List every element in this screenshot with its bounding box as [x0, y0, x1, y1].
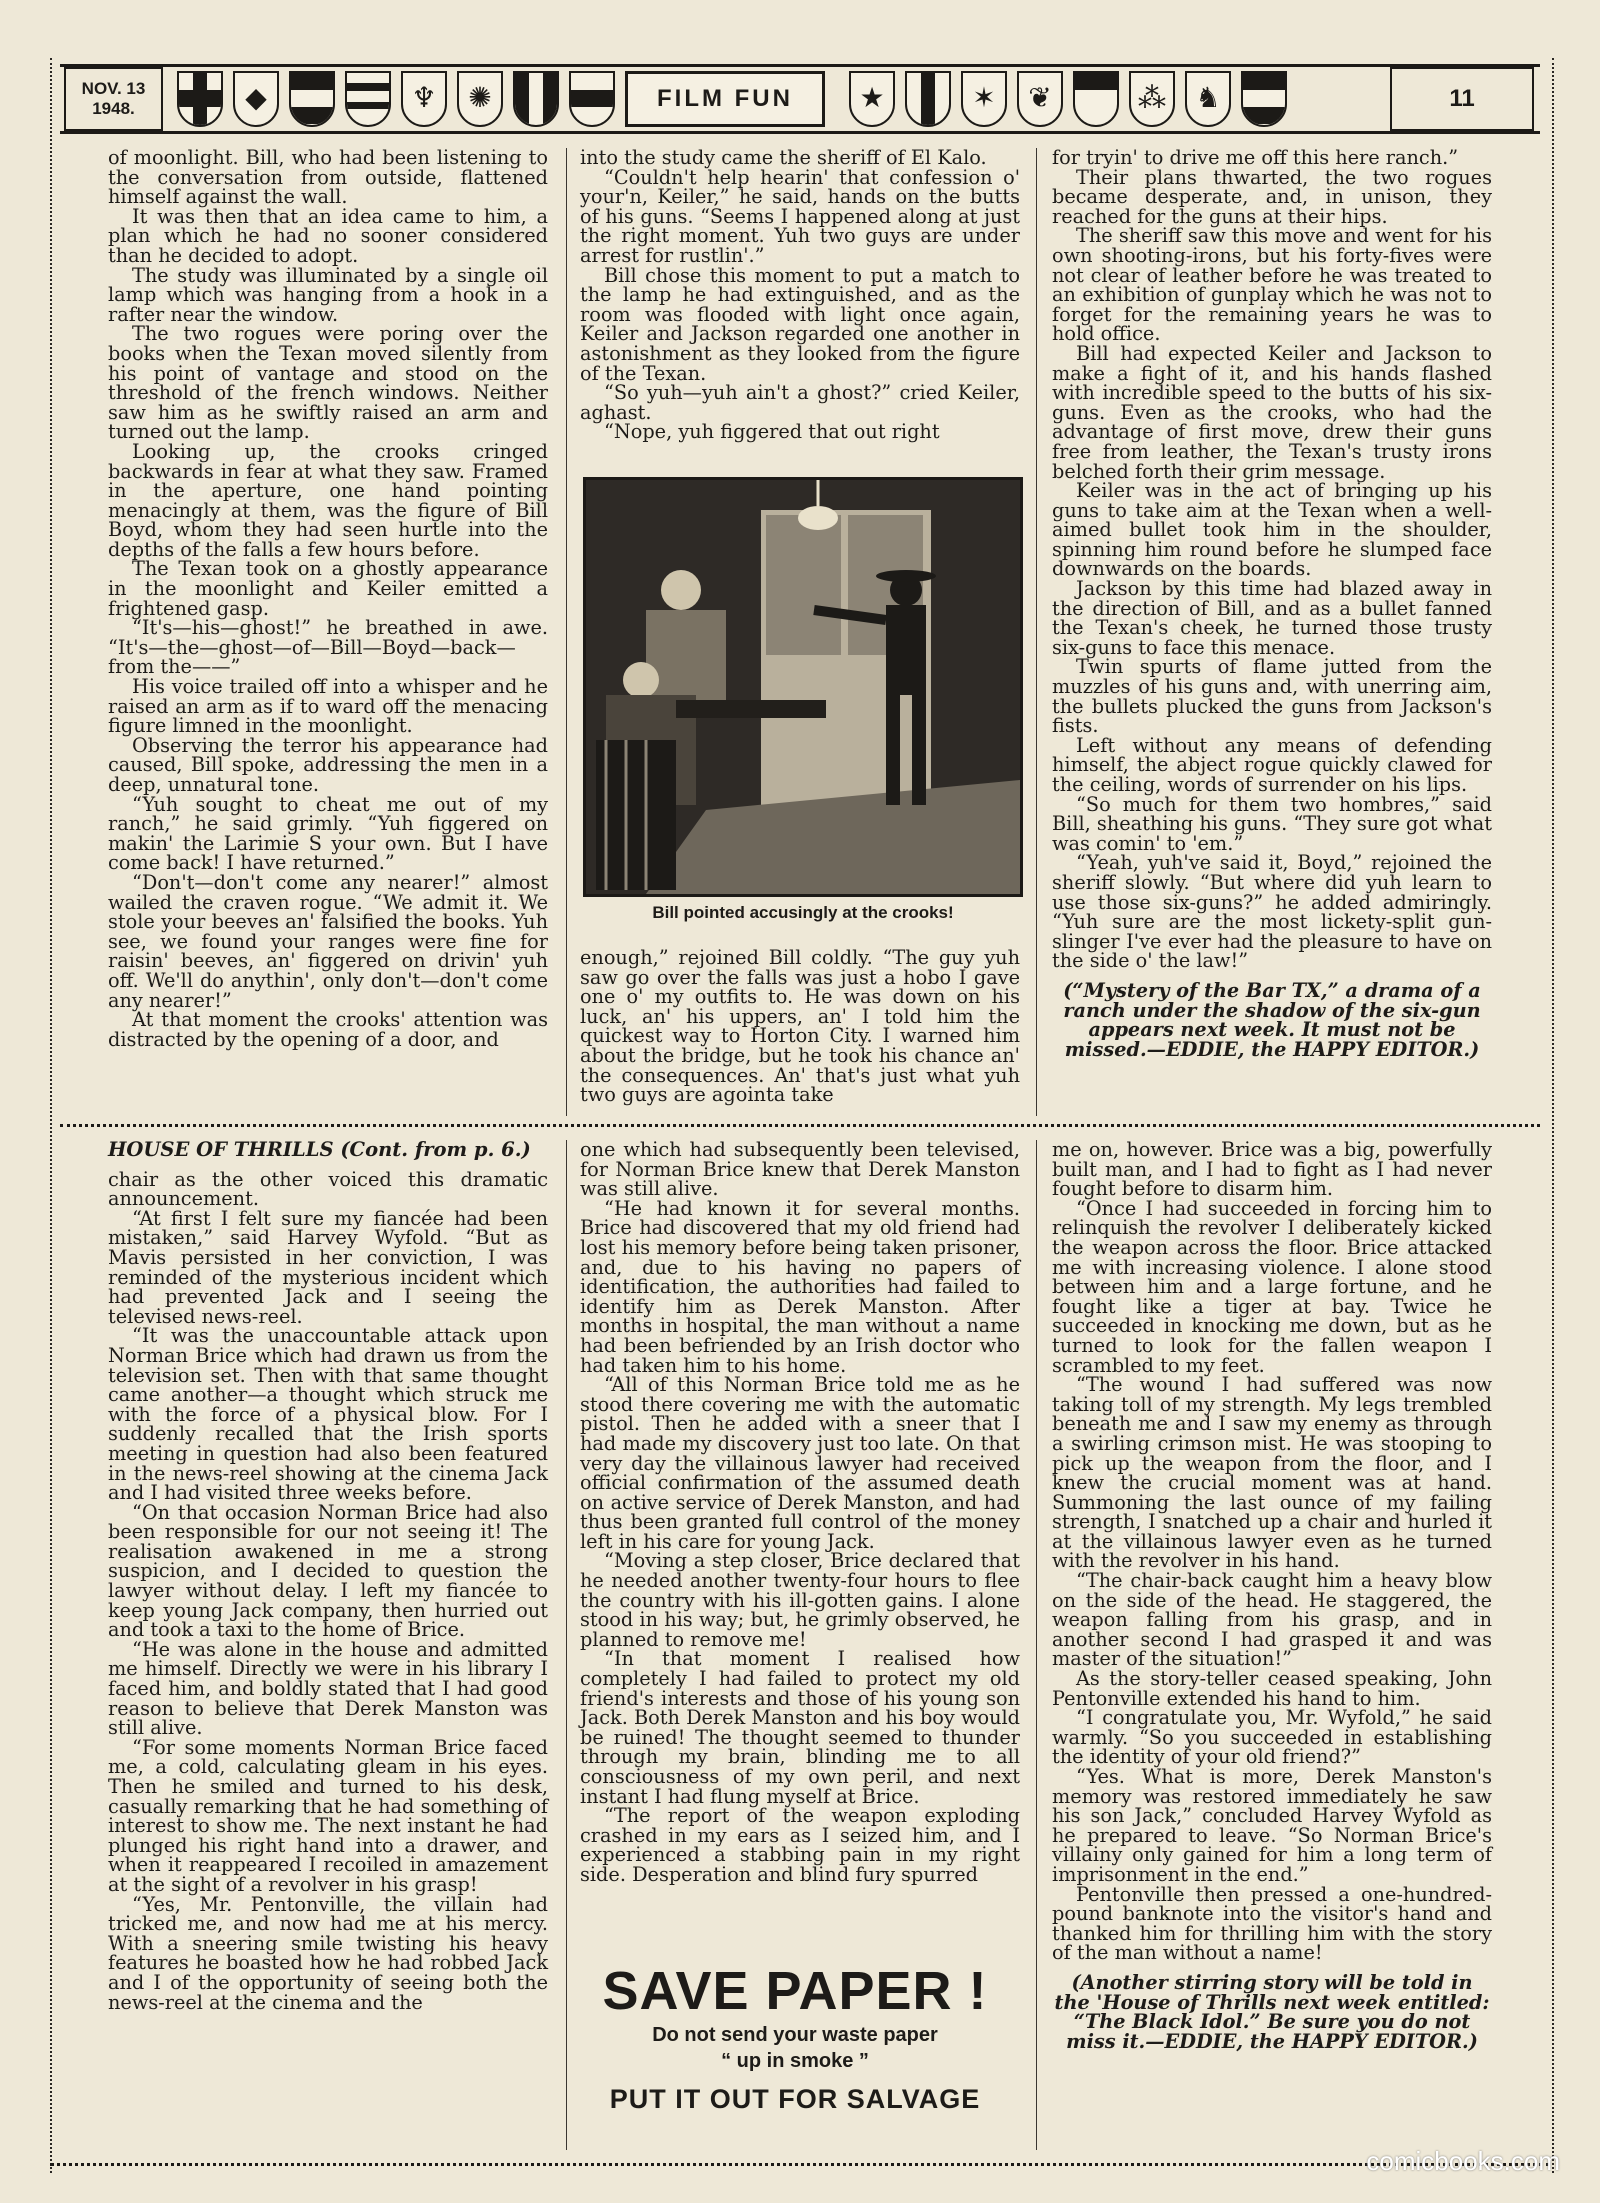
- section-divider: [60, 1124, 1540, 1127]
- paragraph: one which had subsequently been televised, for Norman Brice knew that Derek Manston was still alive.: [580, 1138, 1020, 1201]
- paragraph: Their plans thwarted, the two rogues became desperate, and, in unison, they reached for the guns at their hips.: [1052, 165, 1492, 228]
- paragraph: The two rogues were poring over the books when the Texan moved silently from his point of vantage and stood on the threshold of the french windows. Neither saw him as he swiftly raised an arm and turned out the lamp.: [108, 322, 548, 444]
- column-rule: [1036, 148, 1037, 1116]
- site-watermark: comicbooks.com: [1366, 2146, 1560, 2176]
- paragraph: “Yes. What is more, Derek Manston's memory was restored immediately he saw his son Jack,” concluded Harvey Wyfold as he prepared to leave. “So Norman Brice's villainy only gained for him a long term of imprisonment in the end.”: [1052, 1765, 1492, 1886]
- paragraph: for tryin' to drive me off this here ranch.”: [1052, 146, 1459, 169]
- paragraph: Bill had expected Keiler and Jackson to make a fight of it, and his hands flashed with incredible speed to the butts of his six-guns. Even as the crooks, who had the advantage of first move, drew their guns free from leather, the Texan's trusty irons belched forth their grim message.: [1052, 341, 1492, 483]
- paragraph: The study was illuminated by a single oil lamp which was hanging from a hook in a rafter near the window.: [108, 263, 548, 326]
- paragraph: “Don't—don't come any nearer!” almost wailed the craven rogue. “We admit it. We stole your beeves an' falsified the books. Yuh see, we found your ranges were fine for raisin' beeves, an' figgered on drivin' yuh off. We'll do anythin', only don't—don't come any nearer!”: [108, 870, 548, 1012]
- illustration-caption: Bill pointed accusingly at the crooks!: [652, 903, 954, 922]
- paragraph: “On that occasion Norman Brice had also been responsible for our not seeing it! The realisation awakened in me a strong suspicion, and I decided to question the lawyer without delay. I left my fiancée to keep young Jack company, then hurried out and took a taxi to the home of Brice.: [108, 1500, 548, 1642]
- flag-shield-icon: [1073, 71, 1119, 127]
- flag-shield-icon: [569, 71, 615, 127]
- magazine-title: FILM FUN: [625, 71, 825, 127]
- story-heading: HOUSE OF THRILLS (Cont. from p. 6.): [108, 1138, 531, 1161]
- page-bottom-border: [50, 2163, 1550, 2166]
- paragraph: enough,” rejoined Bill coldly. “The guy yuh saw go over the falls was just a hobo I gave one o' my outfits to. He was down on his luck, an' his uppers, an' I told him the quickest way to Horton City. I warned him about the bridge, but he took his chance an' the consequences. An' that's just what yuh two guys are agointa take: [580, 946, 1020, 1107]
- paragraph: me on, however. Brice was a big, powerfully built man, and I had to fight as I had never fought before to disarm him.: [1052, 1138, 1492, 1201]
- paragraph: “It's—his—ghost!” he breathed in awe. “It's—the—ghost—of—Bill—Boyd—back—from the——”: [108, 616, 548, 679]
- paragraph: At that moment the crooks' attention was distracted by the opening of a door, and: [108, 1008, 548, 1051]
- paragraph: into the study came the sheriff of El Kalo.: [580, 146, 987, 169]
- paragraph: “Yeah, yuh've said it, Boyd,” rejoined the sheriff slowly. “But where did yuh learn to use those six-guns?” he added admiringly. “Yuh sure are the most lickety-split gun-slinger I've ever had the pleasure to have on the side o' the law!”: [1052, 851, 1492, 973]
- paragraph: “Yuh sought to cheat me out of my ranch,” he said grimly. “Yuh figgered on makin' the Larimie S your own. But I have come back! I have returned.”: [108, 792, 548, 875]
- paragraph: It was then that an idea came to him, a plan which he had no sooner considered than he decided to adopt.: [108, 204, 548, 267]
- column-rule: [1036, 1140, 1037, 2150]
- dragon-shield-icon: ♞: [1185, 71, 1231, 127]
- flag-shield-icon: [177, 71, 223, 127]
- paragraph: “Yes, Mr. Pentonville, the villain had tricked me, and now had me at his mercy. With a sneering smile twisting his heavy features he boasted how he had robbed Jack and I of the opportunity of seeing both the news-reel at the cinema and the: [108, 1892, 548, 2014]
- star-shield-icon: ★: [849, 71, 895, 127]
- advert-line: Do not send your waste paper: [652, 2024, 938, 2046]
- flag-shield-icon: [905, 71, 951, 127]
- story1-column1: [108, 148, 548, 1049]
- paragraph: As the story-teller ceased speaking, John Pentonville extended his hand to him.: [1052, 1667, 1492, 1710]
- page-number: 11: [1390, 67, 1534, 131]
- paragraph: of moonlight. Bill, who had been listening to the conversation from outside, flattened himself against the wall.: [108, 146, 548, 209]
- star-shield-icon: ✶: [961, 71, 1007, 127]
- paragraph: The Texan took on a ghostly appearance in the moonlight and Keiler emitted a frightened gasp.: [108, 557, 548, 620]
- story1-column3: [1052, 148, 1492, 1059]
- advert-line: “ up in smoke ”: [721, 2050, 869, 2072]
- eagle-shield-icon: ♆: [401, 71, 447, 127]
- paragraph: “For some moments Norman Brice faced me, a cold, calculating gleam in his eyes. Then he smiled and turned to his desk, casually remarking that he had something of interest to show me. The next instant he had plunged his right hand into a drawer, and when it reappeared I recoiled in amazement at the sight of a revolver in his grasp!: [108, 1735, 548, 1896]
- paragraph: chair as the other voiced this dramatic announcement.: [108, 1167, 548, 1211]
- paragraph: The sheriff saw this move and went for his own shooting-irons, but his forty-fives were not clear of leather before he was treated to an exhibition of gunplay which he was not to forget for the remaining years he was to hold office.: [1052, 224, 1492, 346]
- paragraph: “The chair-back caught him a heavy blow on the side of the head. He staggered, the weapon falling from his grasp, and in another second I had grasped it and was master of the situation!”: [1052, 1569, 1492, 1671]
- paragraph: “The wound I had suffered was now taking toll of my strength. My legs trembled beneath me and I saw my enemy as through a swirling crimson mist. He was stooping to pick up the weapon from the floor, and I knew the crucial moment was at hand. Summoning the last ounce of my failing strength, I snatched up a chair and hurled it at the villainous lawyer even as he turned with the revolver in his hand.: [1052, 1373, 1492, 1573]
- story1-column2-top: [580, 148, 1020, 442]
- paragraph: “It was the unaccountable attack upon Norman Brice which had drawn us from the television set. Then with that same thought came another—a thought which struck me with the force of a physical blow. For I suddenly recalled that the Irish sports meeting in question had also been featured in the news-reel showing at the cinema Jack and I had visited three weeks before.: [108, 1324, 548, 1505]
- paragraph: “The report of the weapon exploding crashed in my ears as I seized him, and I experienced a stabbing pain in my right side. Desperation and blind fury spurred: [580, 1804, 1020, 1886]
- paragraph: “He was alone in the house and admitted me himself. Directly we were in his library I faced him, and boldly stated that I had good reason to believe that Derek Manston was still alive.: [108, 1637, 548, 1740]
- flag-shield-icon: [1241, 71, 1287, 127]
- flag-shield-icon: [513, 71, 559, 127]
- paragraph: “All of this Norman Brice told me as he stood there covering me with the automatic pistol. Then he added with a sneer that I had made my discovery just too late. On that very day the villainous lawyer had received official confirmation of the assumed death on active service of Derek Manston, and had thus been granted full control of the money left in his care for young Jack.: [580, 1373, 1020, 1553]
- western-scene-image: [586, 480, 1020, 894]
- paragraph: “I congratulate you, Mr. Wyfold,” he said warmly. “So you succeeded in establishing the identity of your old friend?”: [1052, 1706, 1492, 1769]
- leaf-shield-icon: ❦: [1017, 71, 1063, 127]
- story2-column1: [108, 1140, 548, 2012]
- paragraph: “Moving a step closer, Brice declared that he needed another twenty-four hours to flee the country with his ill-gotten gains. I alone stood in his way; but, he grimly observed, he planned to remove me!: [580, 1549, 1020, 1651]
- paragraph: “So much for them two hombres,” said Bill, sheathing his guns. “They sure got what was comin' to 'em.”: [1052, 792, 1492, 855]
- story2-column3: [1052, 1140, 1492, 2051]
- paragraph: “Once I had succeeded in forcing him to relinquish the revolver I deliberately kicked the weapon across the floor. Brice attacked me with increasing violence. I alone stood between him and a large fortune, and he fought like a tiger at bay. Twice he succeeded in knocking me down, but as he turned to look for the fallen weapon I scrambled to my feet.: [1052, 1196, 1492, 1377]
- paragraph: Jackson by this time had blazed away in the direction of Bill, and as a bullet fanned the Texan's cheek, he turned those trusty six-guns to face this menace.: [1052, 577, 1492, 659]
- flag-shield-icon: ◆: [233, 71, 279, 127]
- story2-column2: [580, 1140, 1020, 1885]
- column-rule: [566, 148, 567, 1116]
- issue-date-line1: NOV. 13: [81, 79, 146, 98]
- sun-shield-icon: ✺: [457, 71, 503, 127]
- advert-headline: SAVE PAPER !: [602, 1961, 988, 2021]
- salvage-advert: [560, 1960, 1030, 2115]
- masthead: [60, 64, 1540, 134]
- issue-date: [64, 67, 163, 131]
- paragraph: His voice trailed off into a whisper and he raised an arm as if to ward off the menacing figure limned in the moonlight.: [108, 675, 548, 738]
- flag-shield-icon: [289, 71, 335, 127]
- flag-shields-left: [177, 71, 615, 127]
- issue-date-line2: 1948.: [92, 99, 135, 118]
- paragraph: “He had known it for several months. Brice had discovered that my old friend had lost his memory before being taken prisoner, and, due to his having no papers of identification, the authorities had failed to identify him as Derek Manston. After months in hospital, the man without a name had been befriended by an Irish doctor who had taken him to his home.: [580, 1196, 1020, 1377]
- paragraph: “In that moment I realised how completely I had failed to protect my old friend's interests and those of his young son Jack. Both Derek Manston and his boy would be ruined! The thought seemed to thunder through my brain, blinding me to all consciousness of my own peril, and next instant I had flung myself at Brice.: [580, 1647, 1020, 1808]
- paragraph: Pentonville then pressed a one-hundred-pound banknote into the visitor's hand and thanked him for thrilling him with the story of the man without a name!: [1052, 1882, 1492, 1965]
- flag-shields-right: [849, 71, 1287, 127]
- paragraph: Bill chose this moment to put a match to the lamp he had extinguished, and as the room was flooded with light once again, Keiler and Jackson regarded one another in astonishment as they looked from the figure of the Texan.: [580, 263, 1020, 385]
- paragraph: Left without any means of defending himself, the abject rogue quickly clawed for the ceiling, words of surrender on his lips.: [1052, 733, 1492, 796]
- paragraph: Observing the terror his appearance had caused, Bill spoke, addressing the men in a deep, unnatural tone.: [108, 733, 548, 796]
- flag-shield-icon: [345, 71, 391, 127]
- paragraph: “Nope, yuh figgered that out right: [604, 420, 940, 444]
- paragraph: Twin spurts of flame jutted from the muzzles of his guns and, with unerring aim, the bullets plucked the guns from Jackson's fists.: [1052, 655, 1492, 738]
- editor-note: (“Mystery of the Bar TX,” a drama of a ranch under the shadow of the six-gun appears next week. It must not be missed.—EDDIE, the HAPPY EDITOR.): [1063, 978, 1481, 1061]
- story-illustration: [583, 477, 1023, 897]
- paragraph: “Couldn't help hearin' that confession o' your'n, Keiler,” he said, hands on the butts of his guns. “Seems I happened along at just the right moment. Yuh two guys are under arrest for rustlin'.”: [580, 165, 1020, 267]
- paragraph: “So yuh—yuh ain't a ghost?” cried Keiler, aghast.: [580, 381, 1020, 424]
- advert-slogan: PUT IT OUT FOR SALVAGE: [609, 2084, 981, 2114]
- story1-column2-bottom: [580, 948, 1020, 1105]
- paragraph: “At first I felt sure my fiancée had been mistaken,” said Harvey Wyfold. “But as Mavis persisted in her conviction, I was reminded of the mysterious incident which had prevented Jack and I seeing the televised news-reel.: [108, 1206, 548, 1328]
- paragraph: Keiler was in the act of bringing up his guns to take aim at the Texan when a well-aimed bullet took him in the shoulder, spinning him round before he slumped face downwards on the boards.: [1052, 479, 1492, 581]
- stars-shield-icon: ⁂: [1129, 71, 1175, 127]
- editor-note: (Another stirring story will be told in the 'House of Thrills next week entitled: “The Black Idol.” Be sure you do not miss it.—EDDIE, the HAPPY EDITOR.): [1054, 1970, 1490, 2053]
- paragraph: Looking up, the crooks cringed backwards in fear at what they saw. Framed in the aperture, one hand pointing menacingly at them, was the figure of Bill Boyd, whom they had seen hurtle into the depths of the falls a few hours before.: [108, 439, 548, 561]
